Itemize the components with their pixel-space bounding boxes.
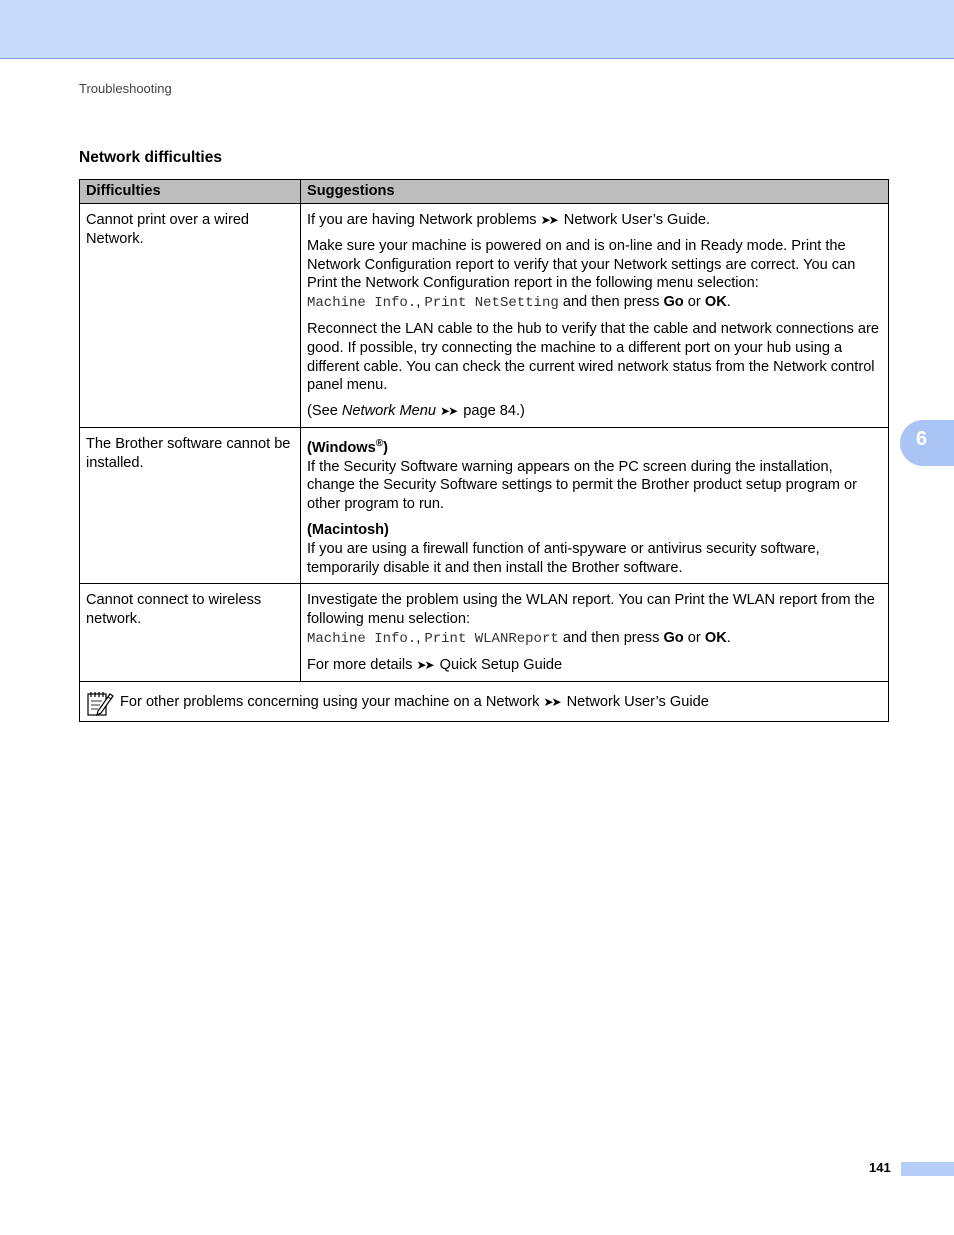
separator: , [416,294,421,311]
note [86,689,882,717]
difficulty-cell: Cannot print over a wired Network. [80,204,301,428]
table-row [80,204,889,428]
menu-path-2: Print NetSetting [424,295,559,312]
text-run: ) [383,439,389,456]
note-cell [80,681,889,721]
text-run: or [687,630,701,646]
page-number-bar [901,1162,954,1176]
text-run: . [726,630,731,646]
note-text [120,693,709,712]
registered-mark: ® [375,437,384,449]
suggestion-paragraph [307,211,882,230]
text-run: (Windows [307,439,376,456]
network-difficulties-table [79,179,889,722]
suggestion-paragraph [307,591,882,648]
chapter-number: 6 [916,428,928,450]
table-header-row [80,180,889,204]
section-title: Network difficulties [79,149,222,166]
text-run: or [687,294,701,311]
suggestion-paragraph [307,435,882,514]
suggestion-paragraph [307,237,882,313]
go-key: Go [663,294,684,311]
text-run: For other problems concerning using your machine on a Network [120,694,540,711]
network-menu-reference: Network Menu [341,403,436,420]
menu-path-1: Machine Info. [307,631,417,647]
menu-path-1: Machine Info. [307,295,417,312]
see-arrow-icon: ➤➤ [543,695,560,710]
table-row [80,427,889,583]
note-row [80,681,889,721]
table-row [80,584,889,681]
suggestion-paragraph [307,521,882,577]
text-run: and then press [562,294,660,311]
suggestion-paragraph: Reconnect the LAN cable to the hub to verify that the cable and network connections are good. If possible, try connecting the machine to a different port on your hub using a different cable. You can check the current wired network status from the Network control panel menu. [307,320,879,394]
text-run: Make sure your machine is powered on and is on-line and in Ready mode. Print the Network Configuration report to verify that your Network settings are correct. You can Print the Network Configuration report in the following menu selection: [307,237,856,292]
ok-key: OK [704,630,727,646]
running-head: Troubleshooting [79,81,172,96]
menu-path-2: Print WLANReport [424,631,559,647]
column-header-difficulties: Difficulties [80,180,301,204]
text-run: and then press [562,630,660,646]
windows-heading [307,437,389,456]
text-run: (See [307,403,338,420]
see-arrow-icon: ➤➤ [440,404,457,419]
macintosh-heading: (Macintosh) [307,522,389,539]
note-pencil-icon [86,689,114,717]
suggestion-cell [301,204,889,428]
see-arrow-icon: ➤➤ [540,213,557,227]
text-run: If you are having Network problems [307,212,537,228]
suggestion-cell [301,584,889,681]
go-key: Go [663,630,684,646]
see-arrow-icon: ➤➤ [416,657,433,672]
windows-text: If the Security Software warning appears on the PC screen during the installation, change the Security Software settings to permit the Brother product setup program or other program to run. [307,458,857,513]
difficulty-cell: Cannot connect to wireless network. [80,584,301,681]
ok-key: OK [704,294,727,311]
difficulty-cell: The Brother software cannot be installed. [80,427,301,583]
page-number: 141 [869,1160,891,1175]
text-run: For more details [307,656,413,673]
guide-reference: Network User’s Guide. [563,212,711,228]
page-reference: page 84.) [463,403,525,420]
text-run: . [726,294,731,311]
macintosh-text: If you are using a firewall function of anti-spyware or antivirus security software, temporarily disable it and then install the Brother software. [307,540,820,576]
suggestion-paragraph [307,656,882,675]
guide-reference: Network User’s Guide [566,694,709,711]
suggestion-paragraph [307,402,882,421]
guide-reference: Quick Setup Guide [439,656,563,673]
text-run: Investigate the problem using the WLAN report. You can Print the WLAN report from the following menu selection: [307,592,875,628]
suggestion-cell [301,427,889,583]
column-header-suggestions: Suggestions [301,180,889,204]
top-header-band [0,0,954,59]
separator: , [416,630,421,646]
